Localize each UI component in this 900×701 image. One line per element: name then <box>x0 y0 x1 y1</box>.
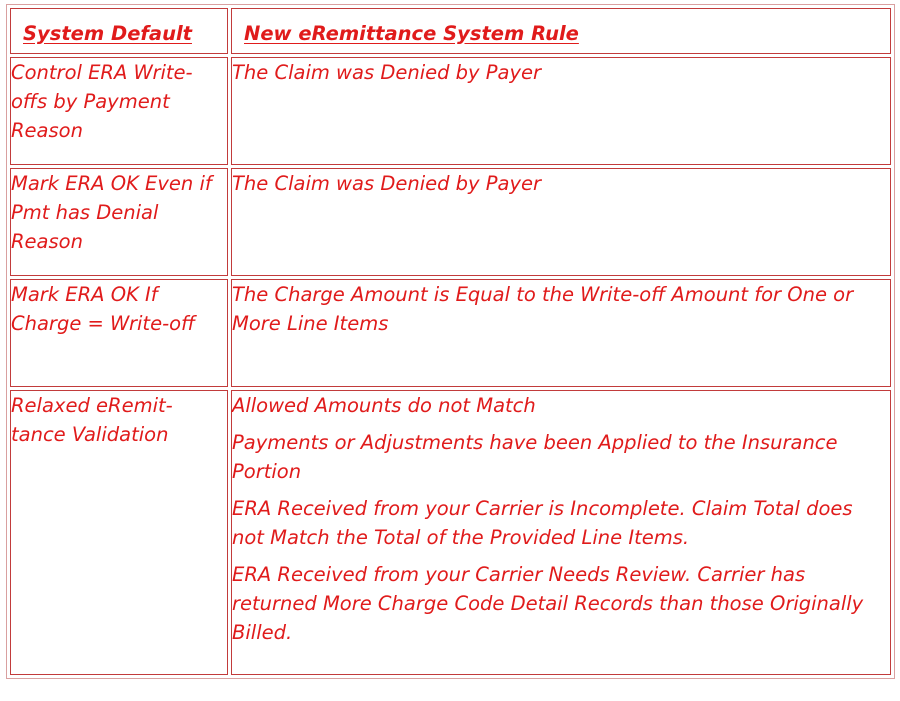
header-row <box>10 8 891 54</box>
rule-cell <box>231 57 891 165</box>
rule-cell <box>231 279 891 387</box>
system-default-cell: Control ERA Write-offs by Payment Reason <box>10 57 228 165</box>
rule-text: Payments or Adjustments have been Applied to the Insurance Portion <box>232 431 838 483</box>
table-row <box>10 168 891 276</box>
rule-text: ERA Received from your Carrier Needs Review. Carrier has returned More Charge Code Detail Records than those Originally Billed. <box>232 563 864 644</box>
header-new-rule <box>231 8 891 54</box>
rule-text: ERA Received from your Carrier is Incomplete. Claim Total does not Match the Total of the Provided Line Items. <box>232 497 853 549</box>
header-system-default <box>10 8 228 54</box>
rule-cell <box>231 390 891 675</box>
rule-text: The Claim was Denied by Payer <box>232 172 542 195</box>
rule-text: Allowed Amounts do not Match <box>232 394 536 417</box>
table-row <box>10 279 891 387</box>
rule-text: The Claim was Denied by Payer <box>232 61 542 84</box>
rule-cell <box>231 168 891 276</box>
header-new-rule-label: New eRemittance System Rule <box>244 21 579 45</box>
table-row <box>10 390 891 675</box>
system-default-cell: Mark ERA OK Even if Pmt has Denial Reason <box>10 168 228 276</box>
rule-text: The Charge Amount is Equal to the Write-off Amount for One or More Line Items <box>232 283 854 335</box>
system-default-cell: Mark ERA OK If Charge = Write-off <box>10 279 228 387</box>
eremittance-rules-table <box>6 4 895 679</box>
table-row <box>10 57 891 165</box>
header-system-default-label: System Default <box>23 21 192 45</box>
system-default-cell: Relaxed eRemit-tance Validation <box>10 390 228 675</box>
